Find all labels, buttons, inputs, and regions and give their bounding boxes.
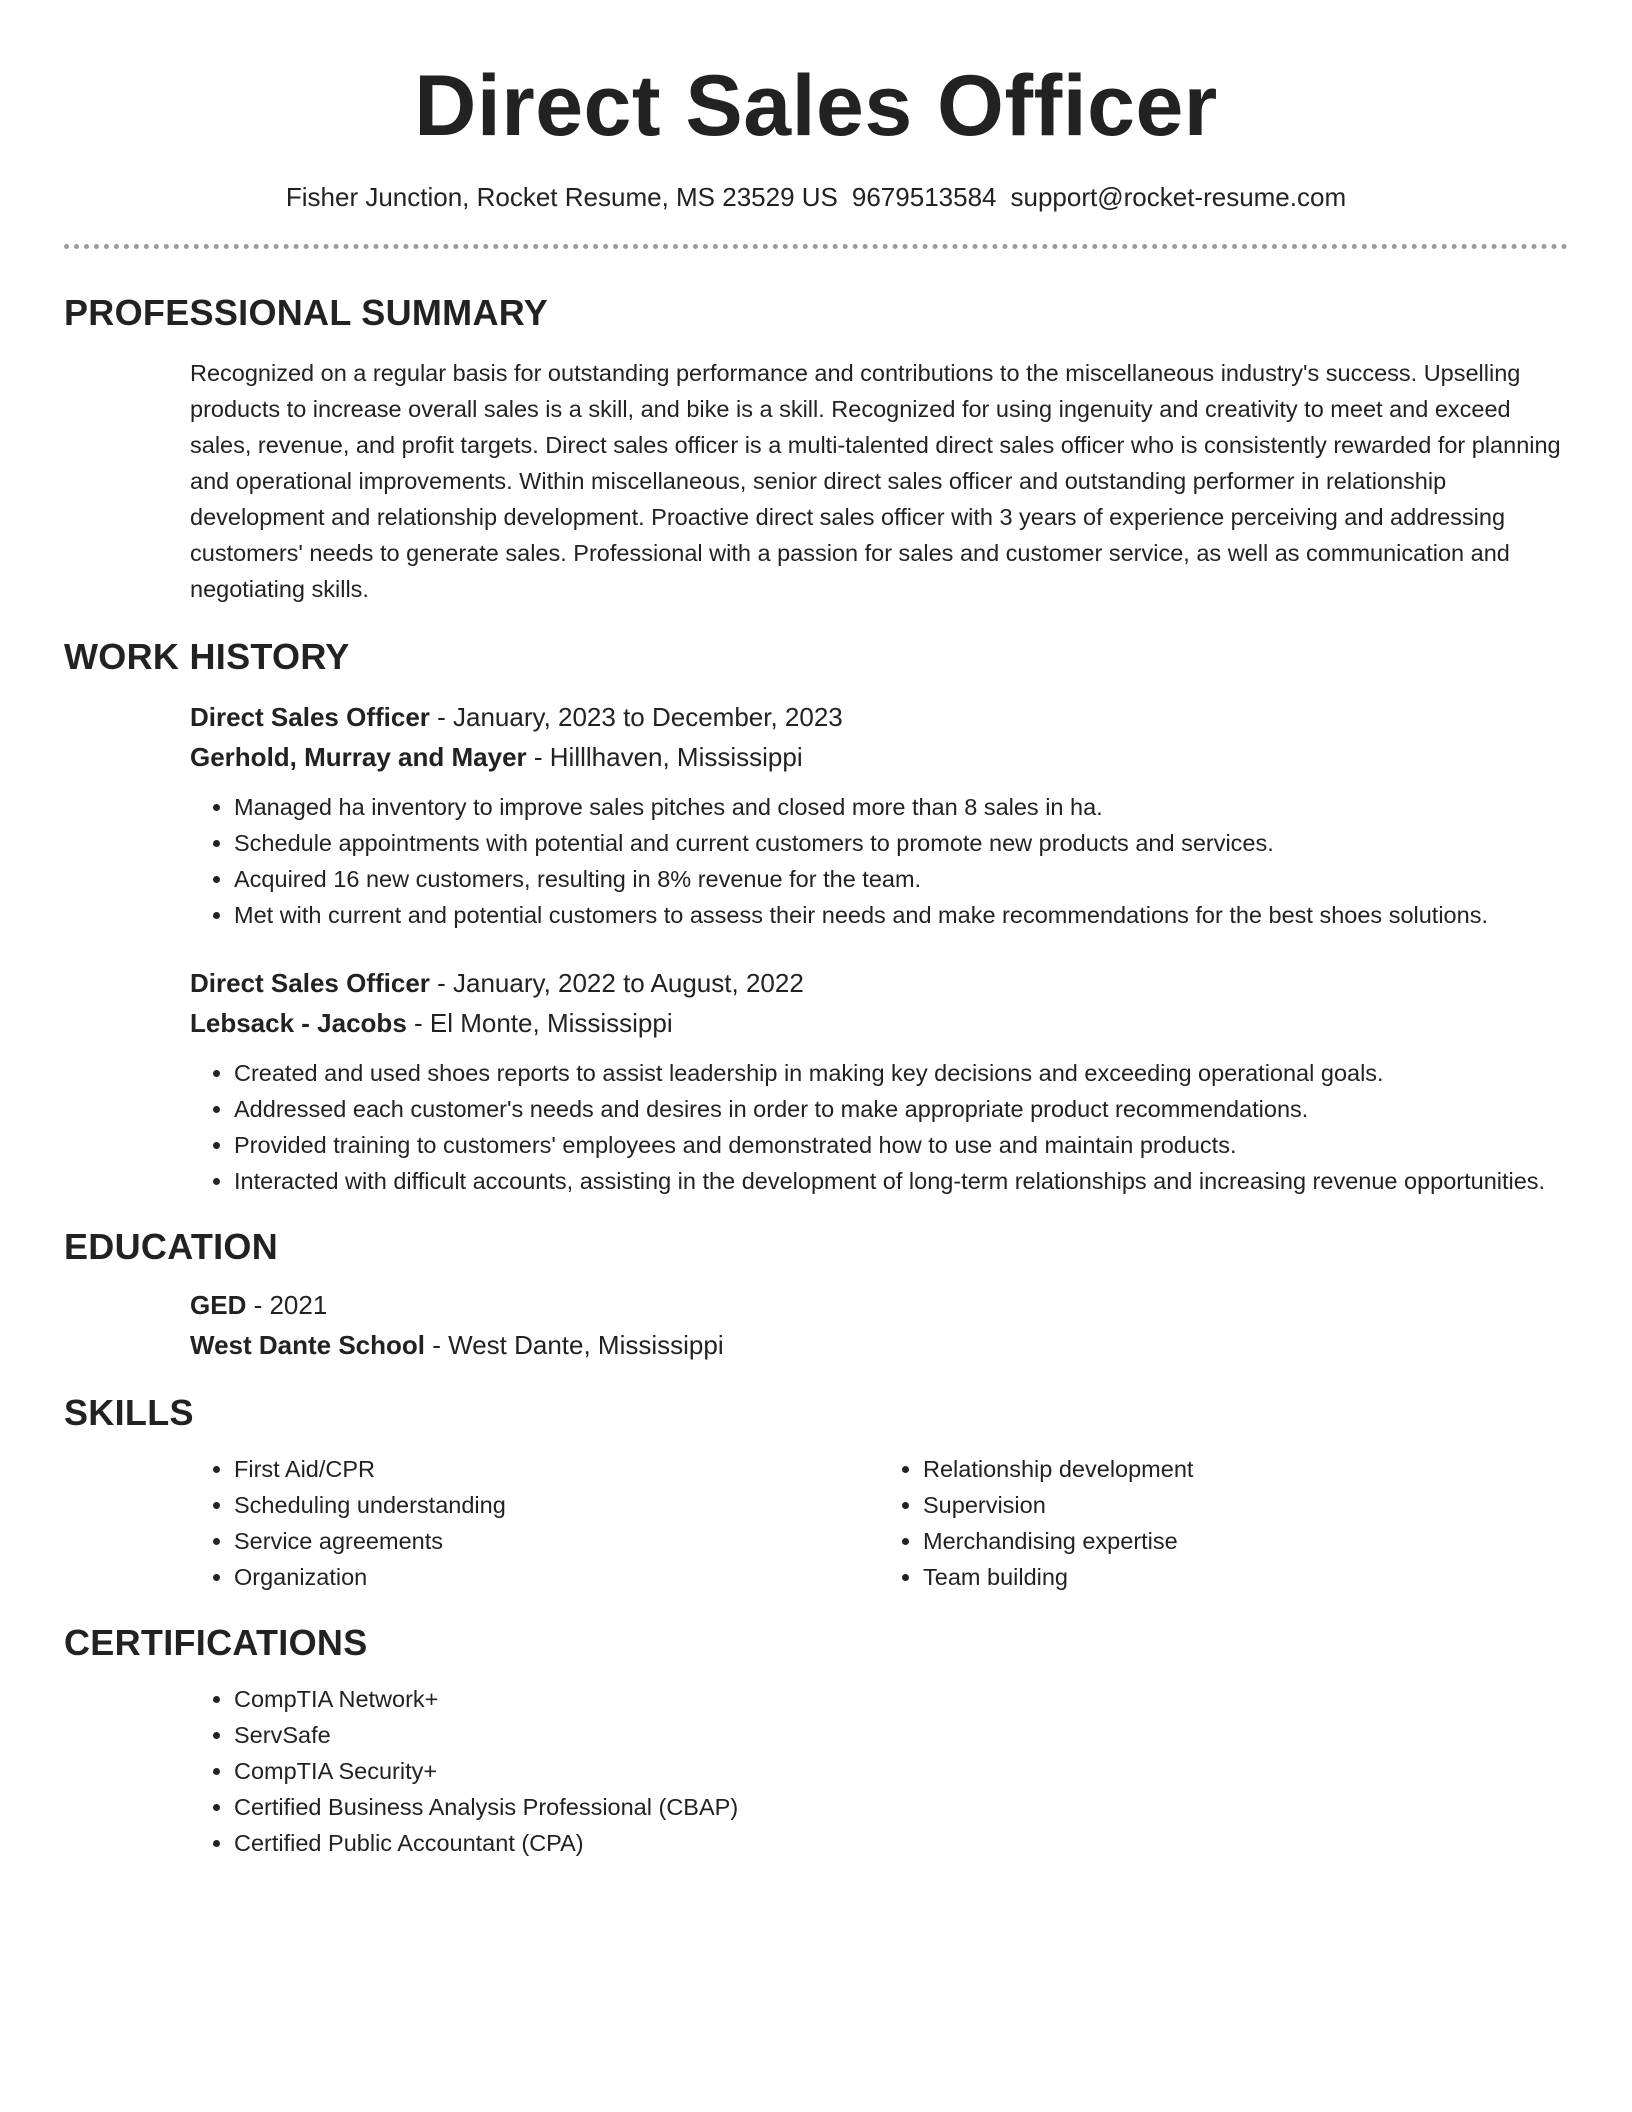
education-school-line <box>190 1325 1568 1365</box>
certifications-list <box>190 1681 1568 1861</box>
education-degree: GED <box>190 1290 247 1320</box>
skill-item: • Service agreements <box>234 1523 879 1559</box>
certification-item: • Certified Business Analysis Professional (CBAP) <box>234 1789 1568 1825</box>
skill-item: • Scheduling understanding <box>234 1487 879 1523</box>
skill-item: • First Aid/CPR <box>234 1451 879 1487</box>
certification-items <box>190 1681 1568 1861</box>
resume-page <box>64 0 1568 1861</box>
job-company: Gerhold, Murray and Mayer <box>190 742 527 772</box>
section-title-summary: PROFESSIONAL SUMMARY <box>64 292 549 333</box>
section-title-education: EDUCATION <box>64 1226 279 1267</box>
skills-list <box>190 1451 1568 1595</box>
education-entry <box>190 1285 1568 1365</box>
section-title-certifications: CERTIFICATIONS <box>64 1622 368 1663</box>
skills-column-right <box>879 1451 1568 1595</box>
job-bullets <box>190 789 1568 933</box>
job-company-line <box>190 737 1568 777</box>
certification-item: • CompTIA Network+ <box>234 1681 1568 1717</box>
job-bullet: • Met with current and potential customers to assess their needs and make recommendations for the best shoes solutions. <box>234 897 1568 933</box>
skills-column-left <box>190 1451 879 1595</box>
skill-item: • Team building <box>923 1559 1568 1595</box>
job-bullet: • Created and used shoes reports to assist leadership in making key decisions and exceeding operational goals. <box>234 1055 1568 1091</box>
job-entry <box>190 963 1568 1199</box>
skill-item: • Relationship development <box>923 1451 1568 1487</box>
certification-item: • Certified Public Accountant (CPA) <box>234 1825 1568 1861</box>
job-location: - El Monte, Mississippi <box>406 1008 673 1038</box>
resume-name: Direct Sales Officer <box>414 58 1218 154</box>
certification-item: • CompTIA Security+ <box>234 1753 1568 1789</box>
job-dates: - January, 2023 to December, 2023 <box>429 702 843 732</box>
job-bullet: • Interacted with difficult accounts, assisting in the development of long-term relationships and increasing revenue opportunities. <box>234 1163 1568 1199</box>
contact-address: Fisher Junction, Rocket Resume, MS 23529 US <box>285 182 838 212</box>
education-year: - 2021 <box>246 1290 328 1320</box>
job-bullet: • Schedule appointments with potential and current customers to promote new products and services. <box>234 825 1568 861</box>
job-location: - Hilllhaven, Mississippi <box>526 742 803 772</box>
education-degree-line <box>190 1285 1568 1325</box>
job-dates: - January, 2022 to August, 2022 <box>429 968 804 998</box>
job-entry <box>190 697 1568 933</box>
job-bullets <box>190 1055 1568 1199</box>
job-bullet: • Acquired 16 new customers, resulting in 8% revenue for the team. <box>234 861 1568 897</box>
contact-line <box>64 180 1568 214</box>
section-title-work: WORK HISTORY <box>64 636 350 677</box>
header-divider <box>64 244 1568 249</box>
job-position: Direct Sales Officer <box>190 968 430 998</box>
job-bullet: • Provided training to customers' employees and demonstrated how to use and maintain products. <box>234 1127 1568 1163</box>
job-title-line <box>190 963 1568 1003</box>
section-title-skills: SKILLS <box>64 1392 194 1433</box>
work-history <box>190 697 1568 1199</box>
job-bullet: • Addressed each customer's needs and desires in order to make appropriate product recommendations. <box>234 1091 1568 1127</box>
education-school: West Dante School <box>190 1330 426 1360</box>
job-company-line <box>190 1003 1568 1043</box>
summary-text: Recognized on a regular basis for outstanding performance and contributions to the miscellaneous industry's success. Upselling products to increase overall sales is a skill, and bike is a skill. Recognized for using ingenuity and creativity to meet and exceed sales, revenue, and profit targets. Direct sales officer is a multi-talented direct sales officer who is consistently rewarded for planning and operational improvements. Within miscellaneous, senior direct sales officer and outstanding performer in relationship development and relationship development. Proactive direct sales officer with 3 years of experience perceiving and addressing customers' needs to generate sales. Professional with a passion for sales and customer service, as well as communication and negotiating skills. <box>190 360 1561 602</box>
skill-item: • Organization <box>234 1559 879 1595</box>
skill-item: • Supervision <box>923 1487 1568 1523</box>
certification-item: • ServSafe <box>234 1717 1568 1753</box>
job-bullet: • Managed ha inventory to improve sales pitches and closed more than 8 sales in ha. <box>234 789 1568 825</box>
job-company: Lebsack - Jacobs <box>190 1008 407 1038</box>
contact-phone: 9679513584 <box>851 182 997 212</box>
contact-email: support@rocket-resume.com <box>1010 182 1347 212</box>
skill-item: • Merchandising expertise <box>923 1523 1568 1559</box>
summary-body <box>190 355 1568 607</box>
job-position: Direct Sales Officer <box>190 702 430 732</box>
education-location: - West Dante, Mississippi <box>425 1330 724 1360</box>
job-title-line <box>190 697 1568 737</box>
